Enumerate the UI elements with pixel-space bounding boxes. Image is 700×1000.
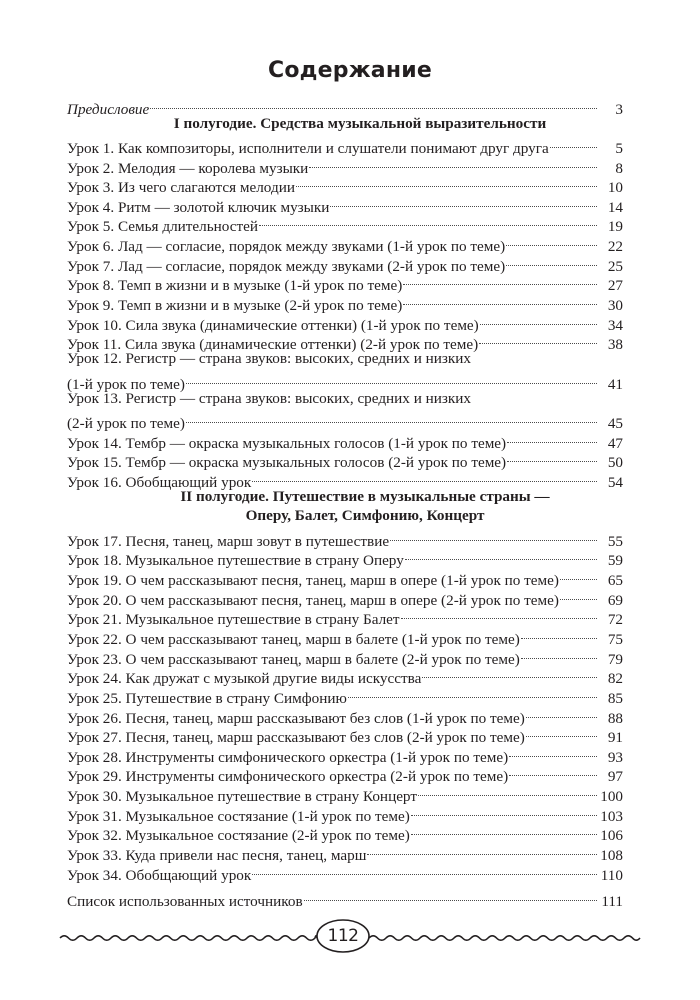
toc-entry-label: Урок 3. Из чего слагаются мелодии: [67, 179, 295, 197]
toc-entry-label: Предисловие: [67, 100, 150, 118]
page-title: Содержание: [268, 58, 432, 83]
toc-entry-page: 91: [607, 729, 623, 747]
toc-entry-label: Урок 33. Куда привели нас песня, танец, марш: [67, 846, 367, 864]
dot-leader: [252, 860, 597, 880]
dot-leader: [521, 624, 597, 644]
toc-entry: [67, 133, 623, 157]
toc-entry-label: Урок 25. Путешествие в страну Симфонию: [67, 689, 347, 707]
toc-entry-label: Урок 30. Музыкальное путешествие в страну Концерт: [67, 788, 417, 806]
toc-entry-page: 14: [607, 198, 623, 216]
toc-entry-label: Урок 32. Музыкальное состязание (2-й урок по теме): [67, 827, 410, 845]
toc-entry-label: Урок 20. О чем рассказывают песня, танец, марш в опере (2-й урок по теме): [67, 591, 559, 609]
toc-entry-label: Урок 23. О чем рассказывают танец, марш в балете (2-й урок по теме): [67, 650, 520, 668]
toc-entry-label: Урок 13. Регистр — страна звуков: высоких, средних и низких: [67, 389, 471, 407]
toc-entry-label: Урок 14. Тембр — окраска музыкальных голосов (1-й урок по теме): [67, 434, 507, 452]
toc-entry-page: 106: [600, 827, 623, 845]
toc-entry-page: 110: [600, 866, 623, 884]
toc-entry-label: Список использованных источников: [67, 893, 303, 911]
toc-entry-label: Урок 17. Песня, танец, марш зовут в путешествие: [67, 532, 390, 550]
toc-entry: [67, 349, 623, 369]
dot-leader: [304, 887, 597, 907]
toc-entry-page: 108: [600, 846, 623, 864]
dot-leader: [560, 565, 597, 585]
toc-entry-page: 27: [607, 277, 623, 295]
toc-entry-page: 72: [607, 611, 623, 629]
dot-leader: [348, 683, 597, 703]
dot-leader: [390, 526, 597, 546]
toc-entry-label: Урок 31. Музыкальное состязание (1-й урок по теме): [67, 807, 410, 825]
dot-leader: [403, 290, 597, 310]
toc-entry-page: 103: [600, 807, 623, 825]
toc-entry: [67, 526, 623, 550]
toc-entry-page: 88: [607, 709, 623, 727]
toc-entry-preface: [67, 94, 623, 118]
toc-entry-page: 69: [607, 591, 623, 609]
toc-entry-label: (2-й урок по теме): [67, 414, 185, 432]
toc-entry-label: Урок 12. Регистр — страна звуков: высоких, средних и низких: [67, 350, 471, 368]
toc-entry-page: 111: [601, 893, 623, 911]
toc-entry-page: 55: [607, 532, 623, 550]
dot-leader: [521, 644, 597, 664]
table-of-contents: [67, 94, 623, 911]
toc-entry-page: 93: [607, 748, 623, 766]
page-footer-ornament: [58, 918, 642, 954]
toc-entry-label: Урок 27. Песня, танец, марш рассказывают без слов (2-й урок по теме): [67, 729, 525, 747]
dot-leader: [507, 428, 597, 448]
dot-leader: [526, 723, 597, 743]
dot-leader: [480, 310, 597, 330]
toc-entry-label: Урок 10. Сила звука (динамические оттенки) (1-й урок по теме): [67, 316, 479, 334]
toc-entry-page: 59: [607, 552, 623, 570]
toc-entry-label: Урок 21. Музыкальное путешествие в страну Балет: [67, 611, 400, 629]
toc-entry-page: 45: [607, 414, 623, 432]
toc-entry: [67, 369, 623, 393]
toc-entry-page: 19: [607, 218, 623, 236]
toc-entry-label: Урок 7. Лад — согласие, порядок между звуками (2-й урок по теме): [67, 257, 506, 275]
dot-leader: [560, 585, 597, 605]
dot-leader: [186, 408, 597, 428]
dot-leader: [367, 840, 597, 860]
dot-leader: [403, 271, 597, 291]
toc-entry-label: (1-й урок по теме): [67, 375, 185, 393]
dot-leader: [259, 212, 597, 232]
dot-leader: [479, 330, 597, 350]
toc-entry-page: 82: [607, 670, 623, 688]
toc-entry-label: Урок 16. Обобщающий урок: [67, 473, 252, 491]
dot-leader: [186, 369, 597, 389]
dot-leader: [309, 153, 597, 173]
dot-leader: [401, 605, 597, 625]
toc-entry-page: 54: [607, 473, 623, 491]
toc-entry: [67, 389, 623, 409]
dot-leader: [422, 664, 597, 684]
toc-entry-label: Урок 1. Как композиторы, исполнители и слушатели понимают друг друга: [67, 139, 549, 157]
toc-entry-page: 97: [607, 768, 623, 786]
dot-leader: [405, 546, 597, 566]
dot-leader: [411, 821, 597, 841]
dot-leader: [509, 762, 597, 782]
toc-entry-page: 38: [607, 336, 623, 354]
dot-leader: [252, 467, 597, 487]
section-heading: I полугодие. Средства музыкальной выразительности: [173, 114, 547, 132]
toc-entry-label: Урок 2. Мелодия — королева музыки: [67, 159, 309, 177]
section-heading: II полугодие. Путешествие в музыкальные страны —: [180, 487, 550, 505]
toc-entry-page: 5: [615, 139, 623, 157]
dot-leader: [330, 192, 597, 212]
toc-sections: [67, 114, 623, 884]
toc-entry-label: Урок 19. О чем рассказывают песня, танец, марш в опере (1-й урок по теме): [67, 572, 559, 590]
toc-entry-page: 34: [607, 316, 623, 334]
toc-entry-page: 30: [607, 297, 623, 315]
toc-entry-label: Урок 34. Обобщающий урок: [67, 866, 252, 884]
toc-entry-page: 79: [607, 650, 623, 668]
toc-entry-label: Урок 8. Темп в жизни и в музыке (1-й урок по теме): [67, 277, 403, 295]
dot-leader: [150, 94, 597, 114]
toc-entry-page: 65: [607, 572, 623, 590]
toc-entry-label: Урок 18. Музыкальное путешествие в страну Оперу: [67, 552, 404, 570]
toc-entry-label: Урок 11. Сила звука (динамические оттенки) (2-й урок по теме): [67, 336, 479, 354]
toc-entry-page: 3: [615, 100, 623, 118]
dot-leader: [526, 703, 597, 723]
dot-leader: [506, 251, 597, 271]
toc-entry-sources: [67, 887, 623, 911]
toc-entry-page: 47: [607, 434, 623, 452]
toc-entry-label: Урок 22. О чем рассказывают танец, марш в балете (1-й урок по теме): [67, 630, 520, 648]
dot-leader: [507, 448, 597, 468]
dot-leader: [418, 781, 597, 801]
toc-entry-label: Урок 5. Семья длительностей: [67, 218, 259, 236]
toc-entry-label: Урок 15. Тембр — окраска музыкальных голосов (2-й урок по теме): [67, 454, 507, 472]
toc-entry-page: 85: [607, 689, 623, 707]
toc-entry-page: 8: [615, 159, 623, 177]
toc-entry-label: Урок 9. Темп в жизни и в музыке (2-й урок по теме): [67, 297, 403, 315]
toc-entry-page: 100: [600, 788, 623, 806]
dot-leader: [550, 133, 597, 153]
toc-entry-label: Урок 28. Инструменты симфонического оркестра (1-й урок по теме): [67, 748, 509, 766]
dot-leader: [506, 231, 597, 251]
toc-entry-page: 10: [607, 179, 623, 197]
toc-entry-page: 25: [607, 257, 623, 275]
dot-leader: [296, 173, 597, 193]
toc-entry-label: Урок 24. Как дружат с музыкой другие виды искусства: [67, 670, 422, 688]
toc-entry-page: 75: [607, 630, 623, 648]
toc-entry-page: 41: [607, 375, 623, 393]
toc-entry: [67, 408, 623, 432]
section-heading: Оперу, Балет, Симфонию, Концерт: [245, 507, 485, 525]
toc-entry-page: 22: [607, 238, 623, 256]
toc-entry-label: Урок 26. Песня, танец, марш рассказывают без слов (1-й урок по теме): [67, 709, 525, 727]
page-number: 112: [327, 926, 359, 946]
toc-entry-label: Урок 29. Инструменты симфонического оркестра (2-й урок по теме): [67, 768, 509, 786]
dot-leader: [411, 801, 597, 821]
toc-entry-page: 50: [607, 454, 623, 472]
toc-entry-label: Урок 4. Ритм — золотой ключик музыки: [67, 198, 330, 216]
toc-entry-label: Урок 6. Лад — согласие, порядок между звуками (1-й урок по теме): [67, 238, 506, 256]
dot-leader: [509, 742, 597, 762]
